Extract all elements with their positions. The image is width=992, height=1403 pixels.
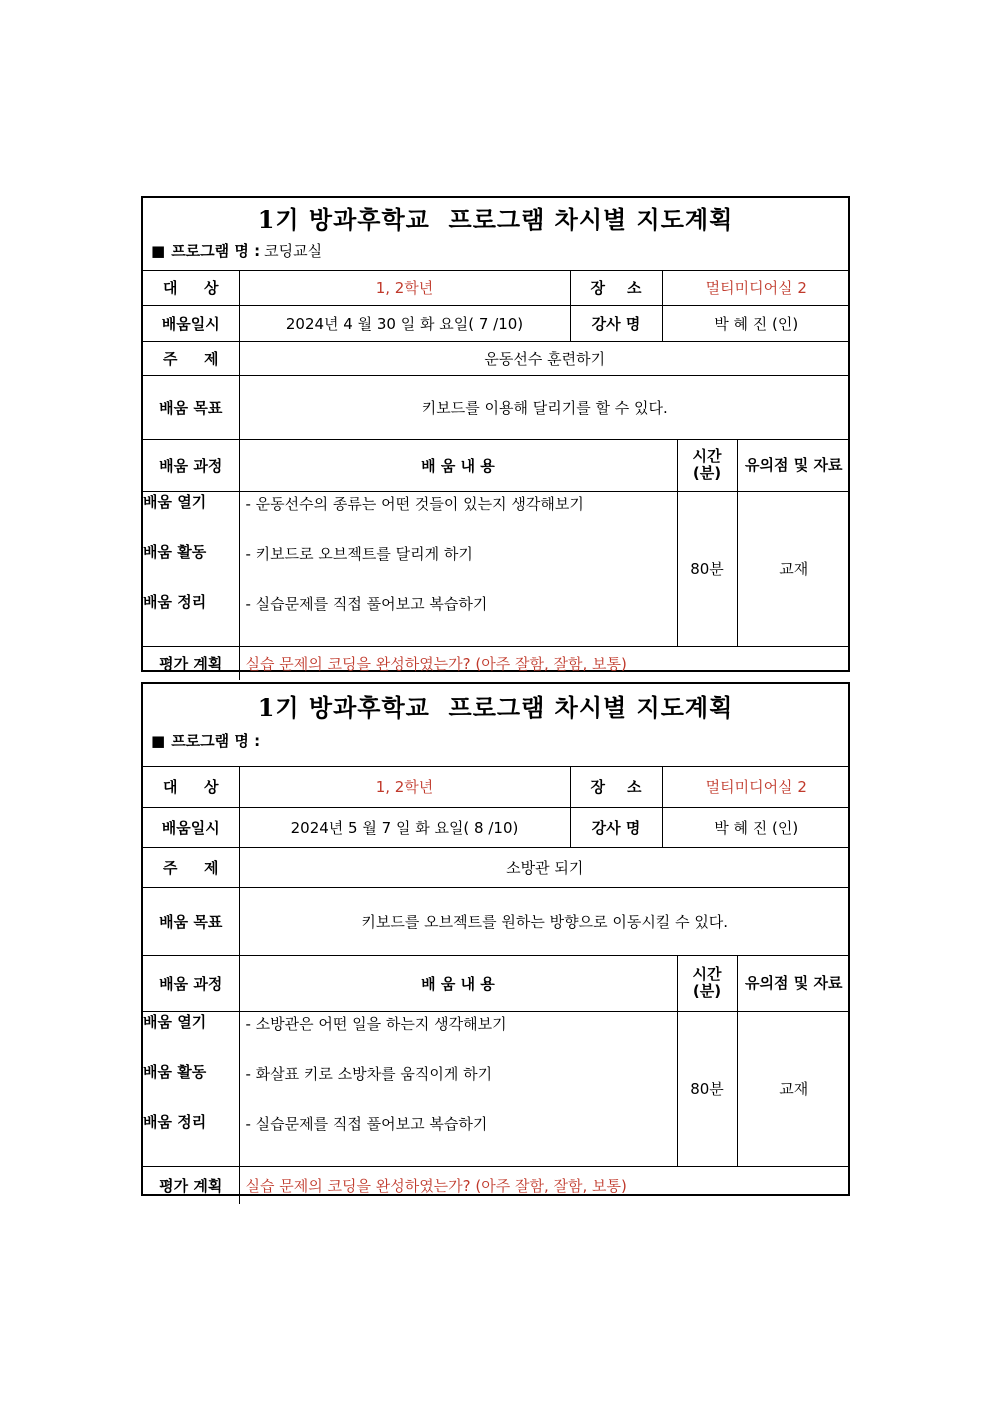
step-content: - 화살표 키로 소방차를 움직이게 하기 — [245, 1064, 493, 1083]
teacher-label: 강사 명 — [570, 807, 662, 847]
target-row — [143, 767, 850, 807]
process-header-row — [143, 955, 850, 1011]
square-bullet-icon: ■ — [151, 732, 166, 750]
eval-row — [143, 646, 850, 680]
place-value: 멀티미디어실 2 — [662, 767, 850, 807]
teacher-label: 강사 명 — [570, 305, 662, 341]
goal-value: 키보드를 이용해 달리기를 할 수 있다. — [239, 375, 850, 439]
eval-row — [143, 1166, 850, 1204]
plan-header — [143, 198, 848, 271]
process-header-row — [143, 439, 850, 491]
target-value: 1, 2학년 — [239, 767, 570, 807]
place-label — [570, 767, 662, 807]
time-label: 시간 (분) — [677, 955, 737, 1011]
step-label: 배움 활동 — [143, 1062, 207, 1081]
eval-value: 실습 문제의 코딩을 완성하였는가? (아주 잘함, 잘함, 보통) — [239, 646, 850, 680]
step-label: 배움 열기 — [143, 492, 207, 511]
topic-value: 소방관 되기 — [239, 847, 850, 887]
steps-contents — [239, 491, 677, 646]
step-content: - 키보드로 오브젝트를 달리게 하기 — [245, 544, 473, 563]
program-name: 코딩교실 — [264, 242, 323, 260]
time-label: 시간 (분) — [677, 439, 737, 491]
step-label: 배움 활동 — [143, 542, 207, 561]
plan-title: 1기 방과후학교 프로그램 차시별 지도계획 — [257, 205, 734, 234]
eval-label: 평가 계획 — [143, 1166, 239, 1204]
place-label-a: 장 — [590, 279, 605, 298]
step-content: - 실습문제를 직접 풀어보고 복습하기 — [245, 594, 488, 613]
material-value: 교재 — [737, 1011, 850, 1166]
goal-row — [143, 375, 850, 439]
date-label: 배움일시 — [143, 305, 239, 341]
place-value: 멀티미디어실 2 — [662, 271, 850, 305]
step-label: 배움 정리 — [143, 592, 207, 611]
plan-header — [143, 684, 848, 767]
date-row — [143, 305, 850, 341]
place-label — [570, 271, 662, 305]
topic-row — [143, 341, 850, 375]
content-label: 배 움 내 용 — [239, 439, 677, 491]
lesson-plan-2 — [141, 682, 850, 1196]
place-label-b: 소 — [627, 778, 642, 797]
eval-value: 실습 문제의 코딩을 완성하였는가? (아주 잘함, 잘함, 보통) — [239, 1166, 850, 1204]
target-label — [143, 271, 239, 305]
process-label: 배움 과정 — [143, 439, 239, 491]
program-line — [143, 724, 848, 766]
goal-label: 배움 목표 — [143, 887, 239, 955]
place-label-b: 소 — [627, 279, 642, 298]
date-label: 배움일시 — [143, 807, 239, 847]
process-label: 배움 과정 — [143, 955, 239, 1011]
topic-label — [143, 341, 239, 375]
program-line — [143, 236, 848, 270]
steps-labels — [143, 1011, 239, 1166]
date-value: 2024년 4 월 30 일 화 요일( 7 /10) — [239, 305, 570, 341]
steps-row — [143, 491, 850, 646]
plan-table — [143, 271, 850, 680]
date-row — [143, 807, 850, 847]
date-value: 2024년 5 월 7 일 화 요일( 8 /10) — [239, 807, 570, 847]
topic-label-a: 주 — [163, 858, 178, 877]
notes-label: 유의점 및 자료 — [737, 439, 850, 491]
target-label-a: 대 — [163, 778, 178, 797]
lesson-plan-1 — [141, 196, 850, 672]
goal-value: 키보드를 오브젝트를 원하는 방향으로 이동시킬 수 있다. — [239, 887, 850, 955]
steps-row — [143, 1011, 850, 1166]
target-label-b: 상 — [204, 778, 219, 797]
program-label: 프로그램 명 : — [171, 732, 261, 750]
goal-label: 배움 목표 — [143, 375, 239, 439]
steps-labels — [143, 491, 239, 646]
step-label: 배움 정리 — [143, 1112, 207, 1131]
time-value: 80분 — [677, 1011, 737, 1166]
square-bullet-icon: ■ — [151, 242, 166, 260]
steps-contents — [239, 1011, 677, 1166]
eval-label: 평가 계획 — [143, 646, 239, 680]
topic-label-a: 주 — [163, 349, 178, 368]
plan-title: 1기 방과후학교 프로그램 차시별 지도계획 — [257, 693, 734, 722]
goal-row — [143, 887, 850, 955]
target-value: 1, 2학년 — [239, 271, 570, 305]
step-content: - 실습문제를 직접 풀어보고 복습하기 — [245, 1114, 488, 1133]
topic-label-b: 제 — [204, 349, 219, 368]
topic-row — [143, 847, 850, 887]
program-label: 프로그램 명 : — [171, 242, 261, 260]
topic-label — [143, 847, 239, 887]
teacher-value: 박 혜 진 (인) — [662, 305, 850, 341]
teacher-value: 박 혜 진 (인) — [662, 807, 850, 847]
step-content: - 운동선수의 종류는 어떤 것들이 있는지 생각해보기 — [245, 494, 584, 513]
target-label-b: 상 — [204, 279, 219, 298]
place-label-a: 장 — [590, 778, 605, 797]
target-label — [143, 767, 239, 807]
notes-label: 유의점 및 자료 — [737, 955, 850, 1011]
step-label: 배움 열기 — [143, 1012, 207, 1031]
topic-value: 운동선수 훈련하기 — [239, 341, 850, 375]
topic-label-b: 제 — [204, 858, 219, 877]
plan-table — [143, 767, 850, 1204]
time-value: 80분 — [677, 491, 737, 646]
content-label: 배 움 내 용 — [239, 955, 677, 1011]
material-value: 교재 — [737, 491, 850, 646]
step-content: - 소방관은 어떤 일을 하는지 생각해보기 — [245, 1014, 507, 1033]
target-row — [143, 271, 850, 305]
target-label-a: 대 — [163, 279, 178, 298]
